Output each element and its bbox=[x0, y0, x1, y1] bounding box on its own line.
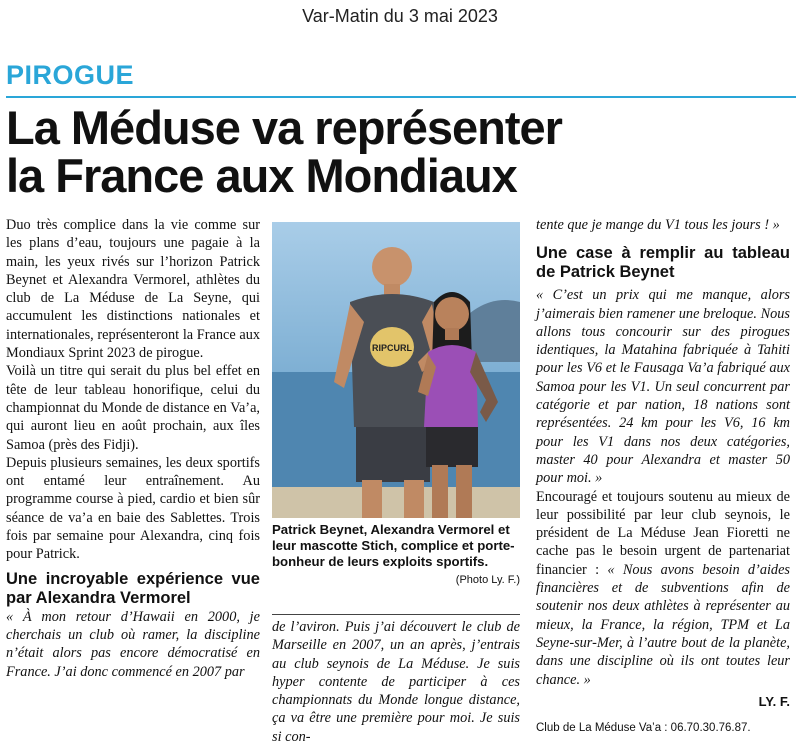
headline-line-2: la France aux Mondiaux bbox=[6, 149, 517, 202]
column-3 bbox=[536, 216, 790, 737]
photo-caption bbox=[272, 522, 520, 588]
subheading: Une incroyable expérience vue par Alexandra Vermorel bbox=[6, 569, 260, 607]
paragraph-text: Encouragé et toujours soutenu au mieux de leur possibilité par leur club seynois, le président de La Méduse Jean Fioretti ne cache pas le besoin urgent de partenariat financier : bbox=[536, 488, 790, 578]
subheading: Une case à remplir au tableau de Patrick Beynet bbox=[536, 244, 790, 282]
shirt-logo-text: RIPCURL bbox=[372, 343, 412, 353]
caption-text: Patrick Beynet, Alexandra Vermorel et leur mascotte Stich, complice et porte-bonheur de leurs exploits sportifs. bbox=[272, 522, 515, 569]
signature: LY. F. bbox=[758, 693, 790, 709]
paragraph: tente que je mange du V1 tous les jours ! » bbox=[536, 217, 780, 233]
headline-line-1: La Méduse va représenter bbox=[6, 101, 562, 154]
column-1 bbox=[6, 216, 260, 681]
paragraph: Voilà un titre qui serait du plus bel effet en tête de leur tableau honorifique, celui du championnat du Monde de distance en Va’a, qui auront lieu en août prochain, aux îles Samoa (près des Fidji). bbox=[6, 363, 260, 453]
article-photo bbox=[272, 222, 520, 518]
contact-line: Club de La Méduse Va’a : 06.70.30.76.87. bbox=[536, 722, 751, 735]
column-2 bbox=[272, 618, 520, 746]
paragraph: Duo très complice dans la vie comme sur les plans d’eau, toujours une pagaie à la main, les yeux rivés sur l’horizon Patrick Beynet et Alexandra Vermorel, athlètes du club de La Méduse de La Seyne, qui accumulent les distinctions nationales et internationales, représenteront la France aux Mondiaux Sprint 2023 de pirogue. bbox=[6, 217, 260, 362]
paragraph-quote: « Nous avons besoin d’aides financières et de subventions afin de soutenir nos deux athlètes à représenter au mieux, la France, la région, TPM et La Seyne-sur-Mer, à l’autre bout de la planète, dans une discipline où ils ont toutes leur chance. » bbox=[536, 561, 790, 688]
rubric-label: PIROGUE bbox=[6, 60, 135, 90]
paragraph: Depuis plusieurs semaines, les deux sportifs ont entamé leur entraînement. Au programme course à pied, cardio et bien sûr séance de va’a en baie des Sablettes. Trois fois par semaine pour Alexandra, cinq fois pour Patrick. bbox=[6, 454, 260, 563]
caption-divider bbox=[272, 614, 520, 615]
paragraph: « À mon retour d’Hawaii en 2000, je cherchais un club où ramer, la discipline n’était alors pas encore démocratisé en France. J’ai donc commencé en 2007 par bbox=[6, 608, 260, 680]
paragraph: de l’aviron. Puis j’ai découvert le club de Marseille en 2007, un an après, j’entrais au club seynois de La Méduse. Je suis hyper contente de participer à ces championnats du Monde longue distance, ça va être une première pour moi. Je suis si con- bbox=[272, 619, 520, 745]
source-line: Var-Matin du 3 mai 2023 bbox=[302, 6, 498, 26]
photo-credit: (Photo Ly. F.) bbox=[455, 574, 520, 586]
paragraph: « C’est un prix qui me manque, alors j’aimerais bien ramener une breloque. Nous allons tous concourir sur des pirogues identiques, la Matahina fabriquée à Tahiti pour les V6 et le Fausaga Va’a fabriqué aux Samoa pour les V1. Un seul concurrent par catégorie et par nation, 18 nations sont représentées. 24 km pour les V6, 16 km pour les V1 dans nos deux catégories, master 40 pour Alexandra et master 50 pour moi. » bbox=[536, 287, 790, 487]
photo-illustration bbox=[272, 222, 520, 518]
headline bbox=[6, 101, 562, 202]
rubric-rule bbox=[6, 96, 796, 98]
paragraph bbox=[536, 488, 790, 689]
